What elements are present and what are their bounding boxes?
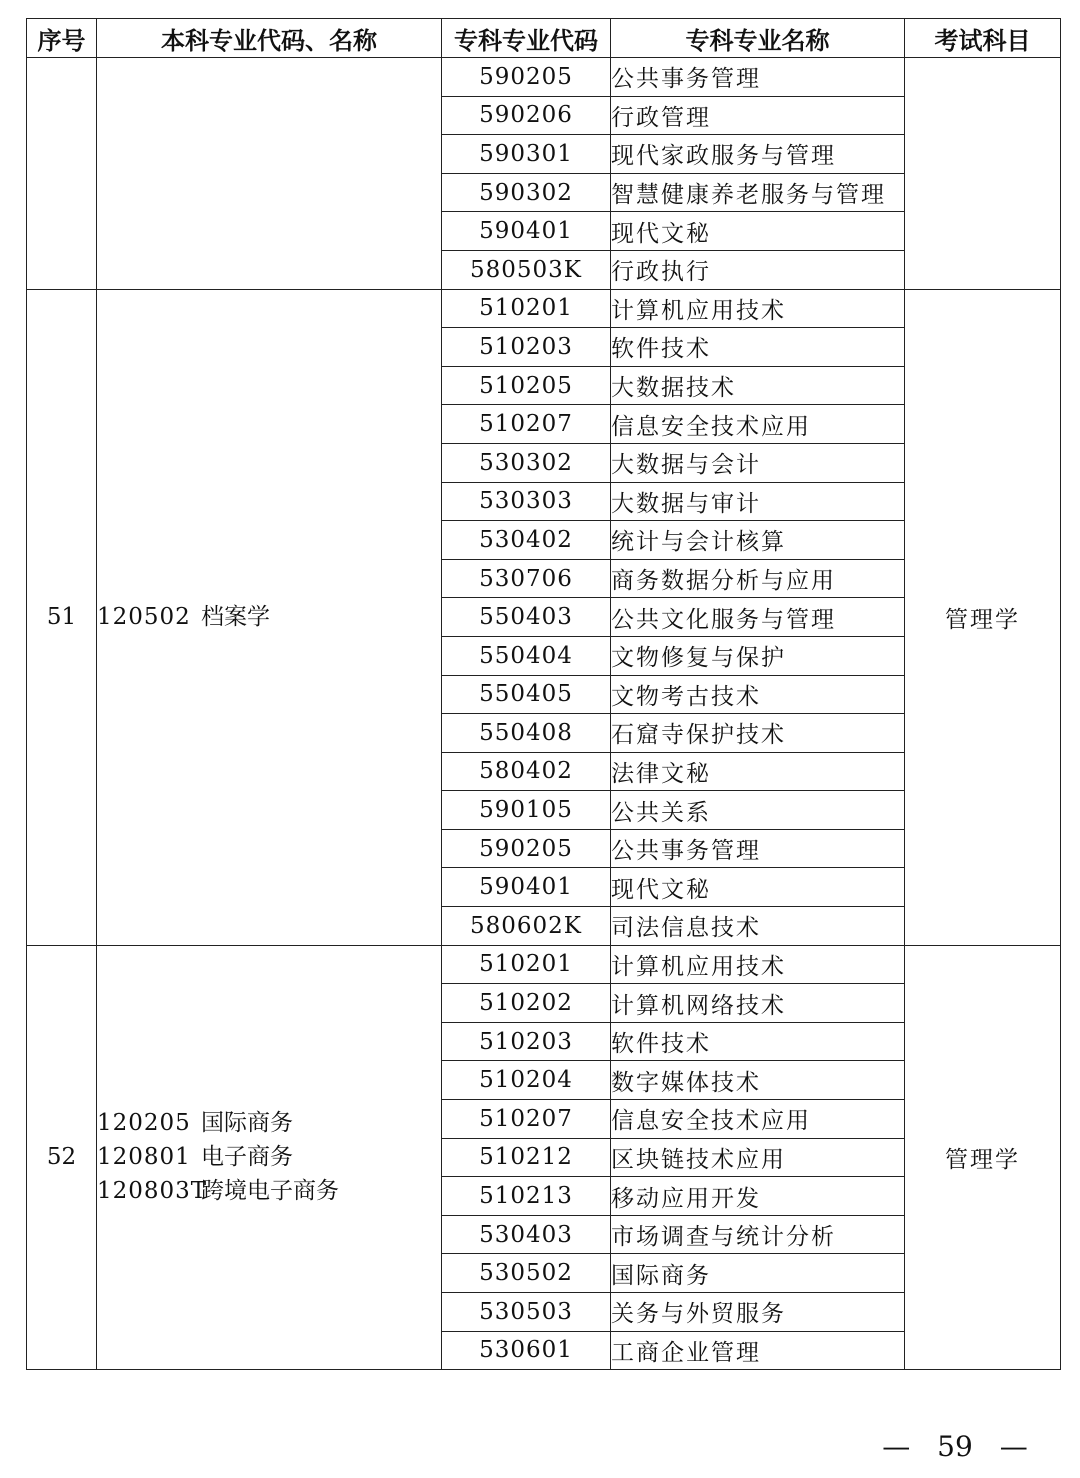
college-major-name: 关务与外贸服务 — [611, 1293, 905, 1332]
college-major-name: 行政管理 — [611, 96, 905, 135]
college-major-name: 法律文秘 — [611, 752, 905, 791]
page-number-value: 59 — [937, 1430, 973, 1463]
college-major-code: 530502 — [442, 1254, 611, 1293]
college-major-name: 区块链技术应用 — [611, 1138, 905, 1177]
college-major-name: 石窟寺保护技术 — [611, 714, 905, 753]
college-major-code: 510207 — [442, 1100, 611, 1139]
header-college-code: 专科专业代码 — [442, 19, 611, 58]
undergrad-major-code: 120205 — [97, 1110, 191, 1137]
header-seq: 序号 — [27, 19, 97, 58]
table-row — [27, 58, 1061, 97]
college-major-code: 510204 — [442, 1061, 611, 1100]
college-major-name: 移动应用开发 — [611, 1177, 905, 1216]
college-major-name: 大数据与会计 — [611, 443, 905, 482]
college-major-code: 510203 — [442, 328, 611, 367]
seq-cell — [27, 58, 97, 290]
header-row — [27, 19, 1061, 58]
college-major-code: 510207 — [442, 405, 611, 444]
undergrad-major-item — [97, 1140, 441, 1174]
college-major-code: 510205 — [442, 366, 611, 405]
table-row — [27, 945, 1061, 984]
college-major-name: 计算机应用技术 — [611, 289, 905, 328]
undergrad-major-name: 电子商务 — [201, 1144, 293, 1171]
undergrad-major-name: 跨境电子商务 — [201, 1178, 339, 1205]
college-major-code: 590205 — [442, 58, 611, 97]
college-major-code: 590401 — [442, 212, 611, 251]
undergrad-major-code: 120801 — [97, 1144, 191, 1171]
college-major-name: 国际商务 — [611, 1254, 905, 1293]
college-major-name: 信息安全技术应用 — [611, 405, 905, 444]
exam-subject-cell: 管理学 — [905, 945, 1061, 1370]
college-major-code: 530601 — [442, 1331, 611, 1370]
college-major-code: 530302 — [442, 443, 611, 482]
college-major-code: 550404 — [442, 636, 611, 675]
college-major-code: 590301 — [442, 135, 611, 174]
college-major-name: 统计与会计核算 — [611, 521, 905, 560]
college-major-name: 现代文秘 — [611, 212, 905, 251]
table-body — [27, 58, 1061, 1370]
college-major-code: 510201 — [442, 945, 611, 984]
college-major-code: 580503K — [442, 250, 611, 289]
major-table — [26, 18, 1061, 1370]
college-major-name: 大数据与审计 — [611, 482, 905, 521]
college-major-name: 计算机应用技术 — [611, 945, 905, 984]
exam-subject-cell — [905, 58, 1061, 290]
college-major-name: 文物考古技术 — [611, 675, 905, 714]
college-major-name: 文物修复与保护 — [611, 636, 905, 675]
college-major-code: 580402 — [442, 752, 611, 791]
college-major-name: 数字媒体技术 — [611, 1061, 905, 1100]
college-major-name: 公共关系 — [611, 791, 905, 830]
college-major-code: 550408 — [442, 714, 611, 753]
college-major-name: 智慧健康养老服务与管理 — [611, 173, 905, 212]
undergrad-major-code: 120502 — [97, 604, 191, 631]
college-major-code: 530402 — [442, 521, 611, 560]
table-row — [27, 289, 1061, 328]
college-major-name: 公共事务管理 — [611, 829, 905, 868]
seq-cell: 51 — [27, 289, 97, 945]
college-major-code: 580602K — [442, 907, 611, 946]
undergrad-major-item — [97, 1106, 441, 1140]
college-major-code: 590206 — [442, 96, 611, 135]
college-major-name: 现代文秘 — [611, 868, 905, 907]
college-major-name: 计算机网络技术 — [611, 984, 905, 1023]
page-dash-left: — — [882, 1430, 911, 1463]
undergrad-major-item — [97, 1174, 441, 1208]
header-college-name: 专科专业名称 — [611, 19, 905, 58]
college-major-code: 590105 — [442, 791, 611, 830]
college-major-code: 590401 — [442, 868, 611, 907]
undergrad-major-code: 120803T — [97, 1178, 208, 1205]
college-major-code: 530503 — [442, 1293, 611, 1332]
college-major-code: 590205 — [442, 829, 611, 868]
college-major-name: 软件技术 — [611, 328, 905, 367]
college-major-code: 550405 — [442, 675, 611, 714]
college-major-name: 软件技术 — [611, 1022, 905, 1061]
college-major-code: 510201 — [442, 289, 611, 328]
college-major-name: 现代家政服务与管理 — [611, 135, 905, 174]
seq-cell: 52 — [27, 945, 97, 1370]
page-number — [0, 1430, 1080, 1463]
college-major-code: 510202 — [442, 984, 611, 1023]
college-major-code: 530403 — [442, 1215, 611, 1254]
college-major-name: 大数据技术 — [611, 366, 905, 405]
college-major-code: 530303 — [442, 482, 611, 521]
college-major-code: 510213 — [442, 1177, 611, 1216]
undergrad-major-cell — [97, 58, 442, 290]
college-major-code: 510212 — [442, 1138, 611, 1177]
college-major-code: 510203 — [442, 1022, 611, 1061]
page-dash-right: — — [999, 1430, 1028, 1463]
header-exam-subject: 考试科目 — [905, 19, 1061, 58]
college-major-name: 工商企业管理 — [611, 1331, 905, 1370]
college-major-code: 550403 — [442, 598, 611, 637]
college-major-name: 市场调查与统计分析 — [611, 1215, 905, 1254]
undergrad-major-cell — [97, 289, 442, 945]
college-major-name: 商务数据分析与应用 — [611, 559, 905, 598]
college-major-name: 信息安全技术应用 — [611, 1100, 905, 1139]
college-major-name: 司法信息技术 — [611, 907, 905, 946]
college-major-name: 行政执行 — [611, 250, 905, 289]
undergrad-major-item — [97, 600, 441, 634]
college-major-code: 590302 — [442, 173, 611, 212]
exam-subject-cell: 管理学 — [905, 289, 1061, 945]
college-major-name: 公共事务管理 — [611, 58, 905, 97]
undergrad-major-name: 国际商务 — [201, 1110, 293, 1137]
undergrad-major-name: 档案学 — [201, 604, 270, 631]
college-major-name: 公共文化服务与管理 — [611, 598, 905, 637]
undergrad-major-cell — [97, 945, 442, 1370]
college-major-code: 530706 — [442, 559, 611, 598]
header-undergrad-major: 本科专业代码、名称 — [97, 19, 442, 58]
